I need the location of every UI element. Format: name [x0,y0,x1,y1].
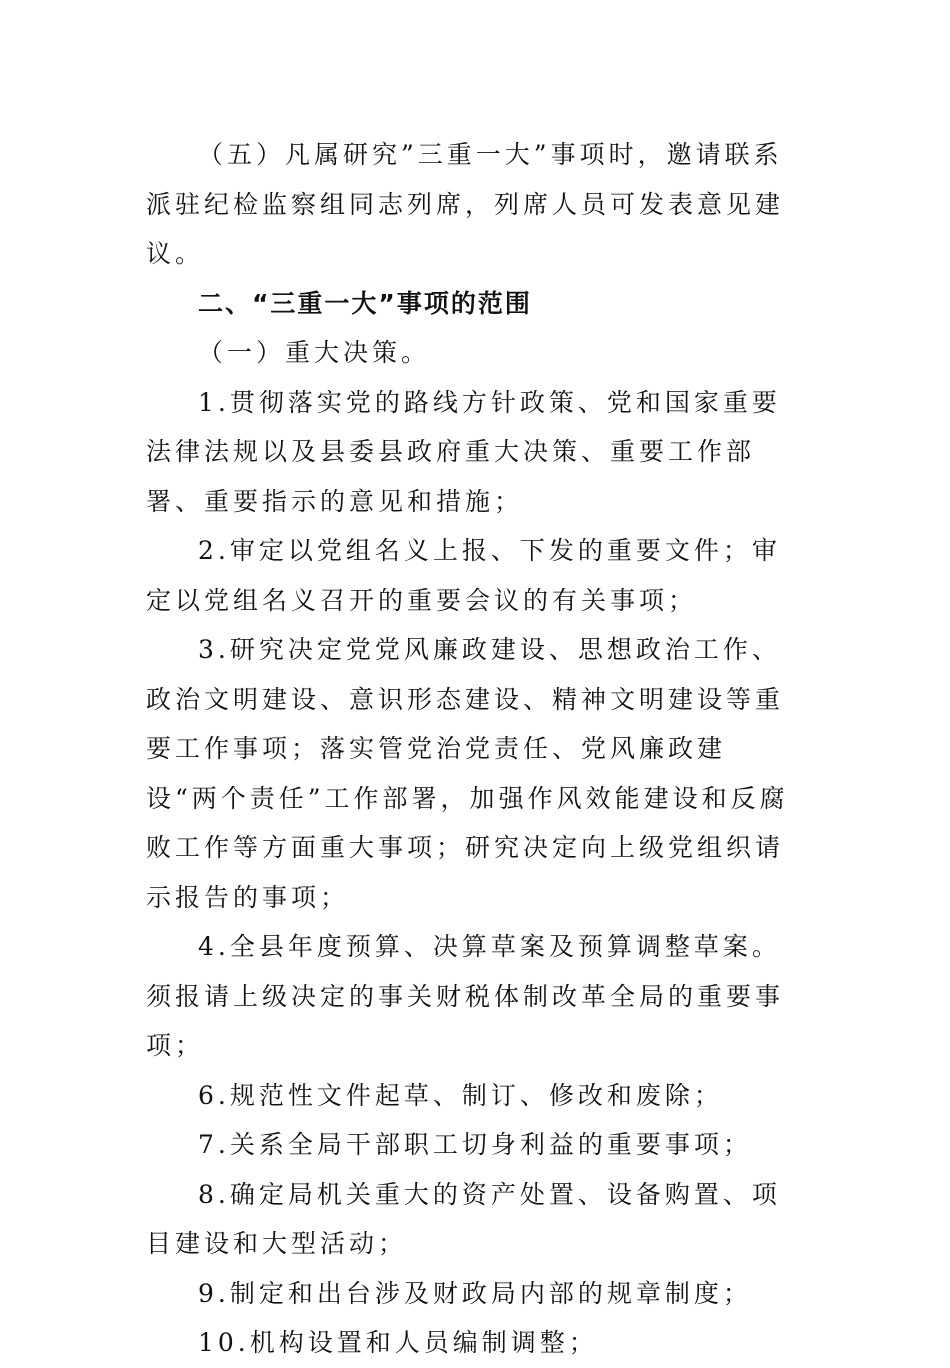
document-body [146,130,796,1368]
list-item-6: 6.规范性文件起草、制订、修改和废除； [198,1080,723,1110]
list-item-9: 9.制定和出台涉及财政局内部的规章制度； [198,1278,752,1308]
section-heading-scope: 二、“三重一大”事项的范围 [198,288,532,318]
paragraph-item-5-attendance: （五）凡属研究”三重一大”事项时，邀请联系派驻纪检监察组同志列席，列席人员可发表意见建议。 [146,140,785,268]
list-item-10: 10.机构设置和人员编制调整； [198,1328,598,1357]
list-item-1: 1.贯彻落实党的路线方针政策、党和国家重要法律法规以及县委县政府重大决策、重要工作部署、重要指示的意见和措施； [146,387,781,516]
list-item-4: 4.全县年度预算、决算草案及预算调整草案。须报请上级决定的事关财税体制改革全局的重要事项； [146,932,785,1060]
list-item-7: 7.关系全局干部职工切身利益的重要事项； [198,1130,752,1159]
list-item-2: 2.审定以党组名义上报、下发的重要文件；审定以党组名义召开的重要会议的有关事项； [146,536,781,615]
subsection-heading-major-decisions: （一）重大决策。 [198,338,431,367]
list-item-8: 8.确定局机关重大的资产处置、设备购置、项目建设和大型活动； [146,1179,781,1258]
list-item-3: 3.研究决定党党风廉政建设、思想政治工作、政治文明建设、意识形态建设、精神文明建设等重要工作事项；落实管党治党责任、党风廉政建设“两个责任”工作部署，加强作风效能建设和反腐败工作等方面重大事项；研究决定向上级党组织请示报告的事项； [146,635,789,912]
